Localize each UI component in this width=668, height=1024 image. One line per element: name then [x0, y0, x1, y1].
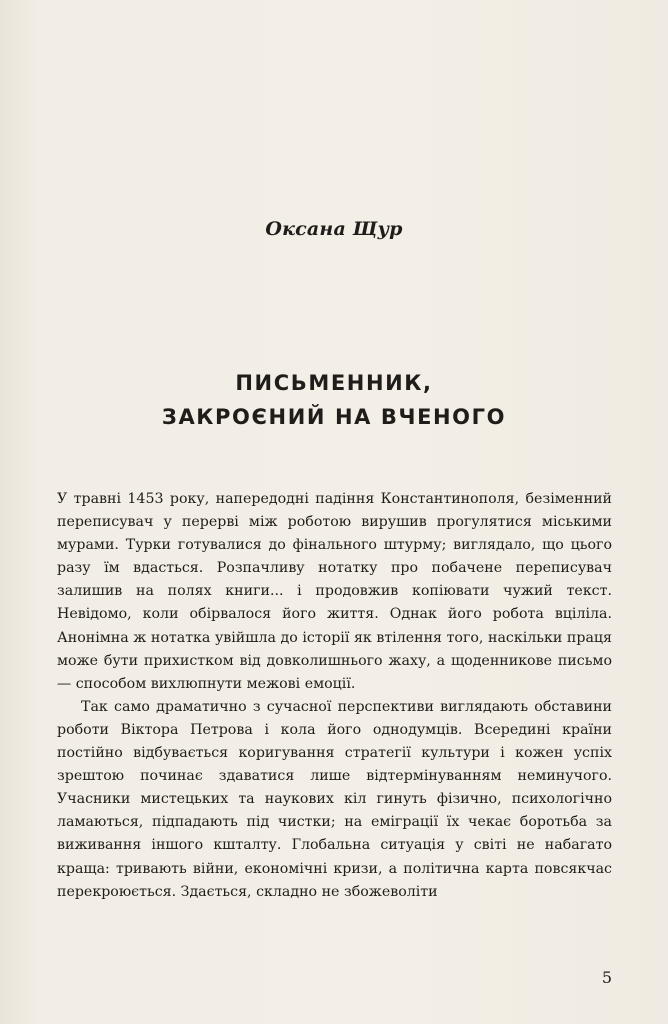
body-text — [57, 488, 612, 904]
chapter-title-line-1: ПИСЬМЕННИК, — [235, 371, 433, 395]
author-name: Оксана Щур — [265, 218, 403, 240]
chapter-title-line-2: ЗАКРОЄНИЙ НА ВЧЕНОГО — [161, 405, 507, 429]
paragraph-1: У травні 1453 року, напередодні падіння Константинополя, безіменний переписувач у перерві між роботою вирушив прогулятися міськими мурами. Турки готувалися до фінального штурму; виглядало, що цього разу їм вдасться. Розпачливу нотатку про побачене переписувач залишив на полях книги... і продовжив копіювати чужий текст. Невідомо, коли обірвалося його життя. Однак його робота вціліла. Анонімна ж нотатка увійшла до історії як втілення того, наскільки праця може бути прихистком від довколишнього жаху, а щоденникове письмо — способом вихлюпнути межові емоції. — [57, 491, 612, 692]
paragraph-2: Так само драматично з сучасної перспективи виглядають обставини роботи Віктора Петрова і кола його однодумців. Всередині країни постійно відбувається коригування стратегії культури і кожен успіх зрештою починає здаватися лише відтермінуванням неминучого. Учасники мистецьких та наукових кіл гинуть фізично, психологічно ламаються, підпадають під чистки; на еміграції їх чекає боротьба за виживання іншого кшталту. Глобальна ситуація у світі не набагато краща: тривають війни, економічні кризи, а політична карта повсякчас перекроюється. Здається, складно не збожеволіти — [57, 698, 612, 900]
page-number: 5 — [601, 968, 612, 987]
chapter-title — [0, 366, 668, 434]
